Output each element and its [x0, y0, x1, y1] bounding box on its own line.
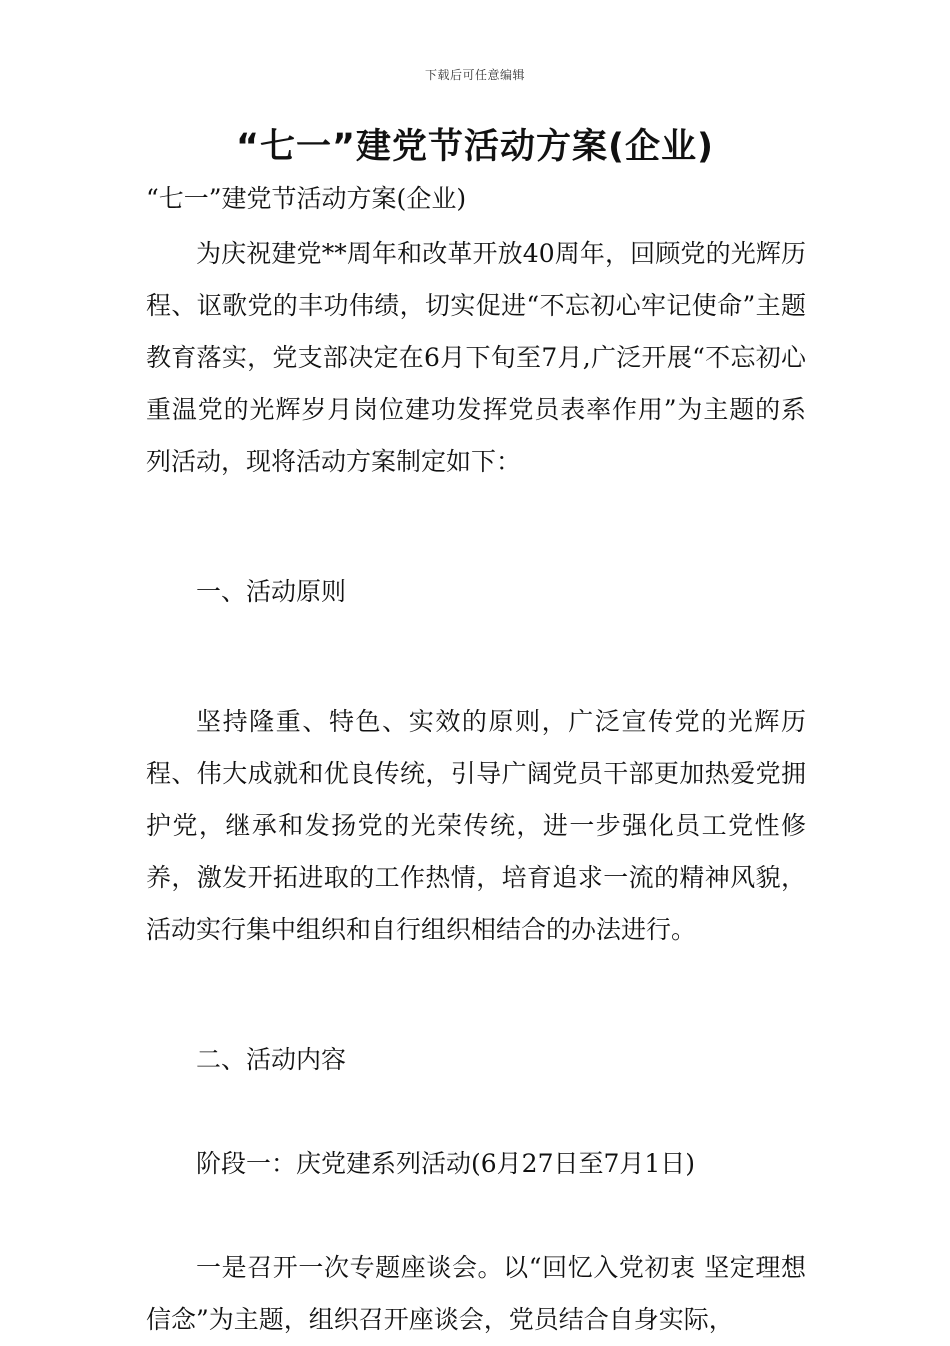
section-heading-content: 二、活动内容 [196, 1045, 347, 1074]
section-heading-principles: 一、活动原则 [196, 577, 347, 606]
intro-paragraph: 为庆祝建党**周年和改革开放40周年，回顾党的光辉历程、讴歌党的丰功伟绩，切实促进“不忘初心牢记使命”主题教育落实，党支部决定在6月下旬至7月,广泛开展“不忘初心重温党的光辉岁月岗位建功发挥党员表率作用”为主题的系列活动，现将活动方案制定如下： [146, 239, 806, 476]
stage-one-heading: 阶段一：庆党建系列活动(6月27日至7月1日) [196, 1149, 696, 1178]
principles-paragraph: 坚持隆重、特色、实效的原则，广泛宣传党的光辉历程、伟大成就和优良传统，引导广阔党员干部更加热爱党拥护党，继承和发扬党的光荣传统，进一步强化员工党性修养，激发开拓进取的工作热情，培育追求一流的精神风貌，活动实行集中组织和自行组织相结合的办法进行。 [146, 707, 806, 944]
document-subtitle: “七一”建党节活动方案(企业) [146, 184, 467, 213]
document-body [146, 176, 806, 1346]
header-note: 下载后可任意编辑 [424, 68, 525, 82]
document-title: “七一”建党节活动方案(企业) [236, 127, 714, 167]
stage-one-item-one: 一是召开一次专题座谈会。以“回忆入党初衷 坚定理想信念”为主题，组织召开座谈会，党员结合自身实际， [146, 1253, 806, 1334]
